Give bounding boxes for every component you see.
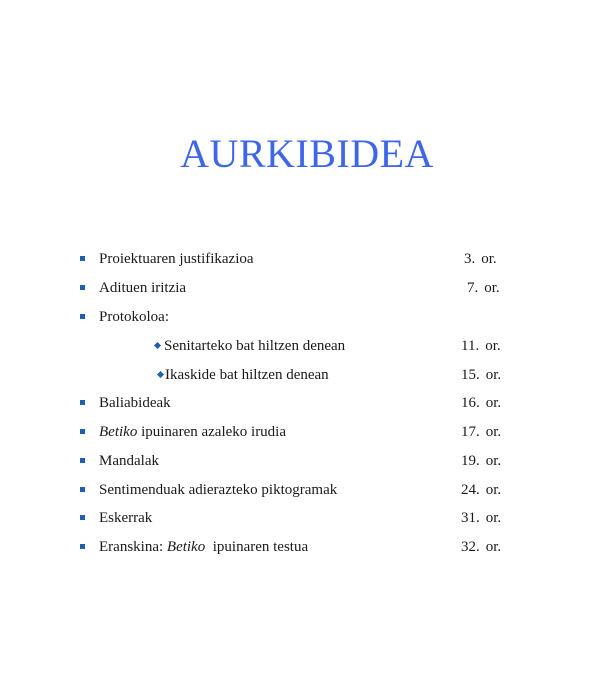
- toc-page-or-label: or.: [485, 510, 502, 526]
- toc-page-or-label: or.: [485, 482, 502, 498]
- diamond-bullet-icon: [157, 371, 164, 378]
- toc-page-ref: [464, 248, 497, 270]
- toc-entry-prefix: Eranskina:: [99, 539, 167, 555]
- square-bullet-icon: [80, 429, 85, 434]
- toc-entry-text: Sentimenduak adierazteko piktogramak: [99, 482, 338, 498]
- toc-page-or-label: or.: [481, 251, 497, 267]
- toc-row[interactable]: [0, 421, 600, 443]
- toc-entry-text: [99, 421, 286, 443]
- toc-page-or-label: or.: [485, 453, 502, 469]
- square-bullet-icon: [80, 285, 85, 290]
- square-bullet-icon: [80, 314, 85, 319]
- toc-entry-text: [99, 536, 308, 558]
- toc-page-ref: [461, 507, 501, 529]
- toc-entry-italic: Betiko: [166, 539, 206, 555]
- diamond-bullet-icon: [154, 342, 161, 349]
- toc-page-or-label: or.: [485, 338, 501, 354]
- toc-page-number: 31.: [461, 510, 480, 526]
- toc-page-ref: [461, 450, 501, 472]
- square-bullet-icon: [80, 458, 85, 463]
- toc-row[interactable]: [0, 479, 600, 501]
- toc-page-number: 24.: [461, 482, 480, 498]
- toc-page-number: 15.: [461, 367, 480, 383]
- toc-entry-text: Eskerrak: [99, 510, 153, 526]
- toc-page-ref: [461, 421, 501, 443]
- toc-page-or-label: or.: [484, 280, 500, 296]
- toc-page-number: 17.: [461, 424, 480, 440]
- toc-page-ref: [467, 277, 500, 299]
- toc-page-ref: [461, 536, 501, 558]
- toc-entry-text: Proiektuaren justifikazioa: [99, 251, 254, 267]
- toc-row: [0, 306, 600, 328]
- page-title: AURKIBIDEA: [180, 131, 434, 176]
- toc-page-or-label: or.: [485, 395, 502, 411]
- toc-entry-text: Baliabideak: [99, 395, 171, 411]
- toc-page-number: 16.: [461, 395, 480, 411]
- toc-row[interactable]: [0, 392, 600, 414]
- toc-entry-rest: ipuinaren testua: [205, 539, 309, 555]
- toc-page-ref: [461, 335, 501, 357]
- square-bullet-icon: [80, 544, 85, 549]
- toc-row-sub[interactable]: [0, 335, 600, 357]
- toc-page-or-label: or.: [485, 539, 502, 555]
- toc-page-ref: [461, 364, 501, 386]
- toc-page-number: 32.: [461, 539, 480, 555]
- toc-row[interactable]: [0, 248, 600, 270]
- square-bullet-icon: [80, 400, 85, 405]
- toc-page-number: 19.: [461, 453, 480, 469]
- square-bullet-icon: [80, 515, 85, 520]
- toc-entry-text: Ikaskide bat hiltzen denean: [165, 367, 329, 383]
- toc-row[interactable]: [0, 507, 600, 529]
- toc-row[interactable]: [0, 536, 600, 558]
- toc-entry-text: Adituen iritzia: [99, 280, 187, 296]
- toc-page-number: 3.: [464, 251, 476, 267]
- toc-row-sub[interactable]: [0, 364, 600, 386]
- toc-page-number: 11.: [461, 338, 480, 354]
- toc-page-or-label: or.: [485, 367, 502, 383]
- toc-entry-text: Protokoloa:: [99, 309, 169, 325]
- toc-row[interactable]: [0, 277, 600, 299]
- square-bullet-icon: [80, 487, 85, 492]
- toc-page-ref: [461, 479, 501, 501]
- toc-entry-text: Mandalak: [99, 453, 159, 469]
- toc-entry-rest: ipuinaren azaleko irudia: [137, 424, 287, 440]
- square-bullet-icon: [80, 256, 85, 261]
- toc-page-ref: [461, 392, 501, 414]
- toc-page-number: 7.: [467, 280, 479, 296]
- toc-entry-text: Senitarteko bat hiltzen denean: [164, 338, 346, 354]
- toc-page-or-label: or.: [485, 424, 502, 440]
- toc-entry-italic: Betiko: [99, 424, 138, 440]
- toc-row[interactable]: [0, 450, 600, 472]
